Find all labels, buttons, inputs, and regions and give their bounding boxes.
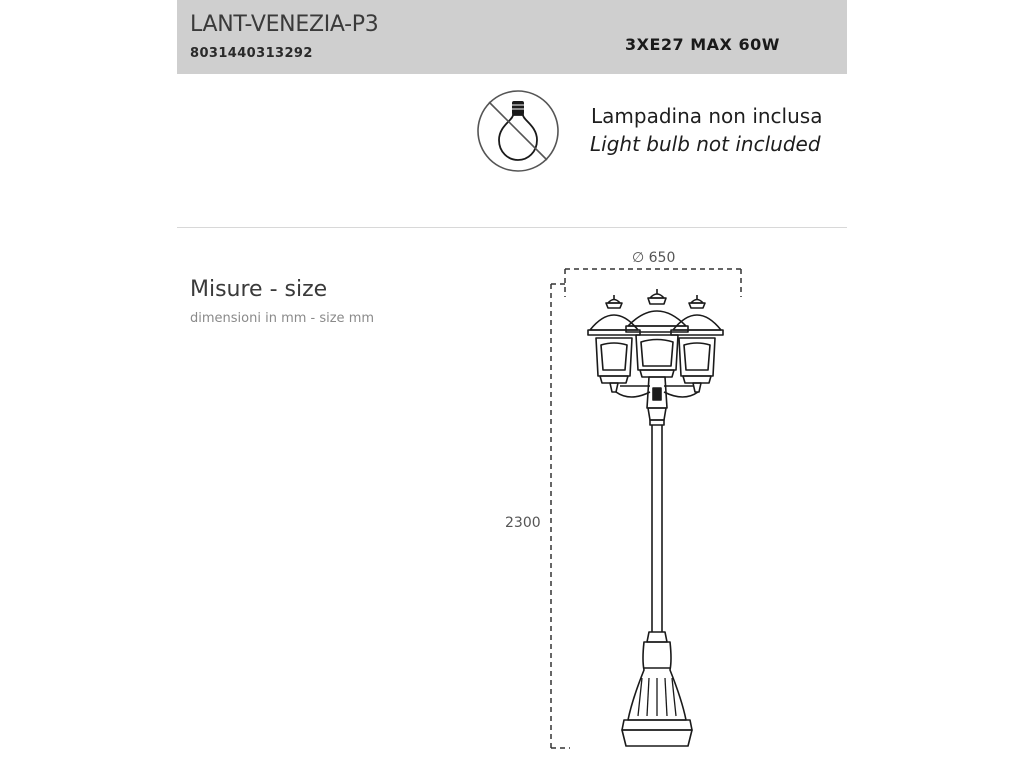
product-model: LANT-VENEZIA-P3: [190, 12, 379, 37]
hub-detail: [653, 388, 661, 400]
lamp-illustration: [588, 289, 723, 746]
section-divider: [177, 227, 847, 228]
base-plate: [622, 730, 692, 746]
bulb-notice-english: Light bulb not included: [590, 132, 821, 156]
height-label: 2300: [505, 515, 541, 531]
size-title: Misure - size: [190, 277, 328, 302]
no-bulb-icon: [475, 88, 561, 174]
pole-collar: [647, 632, 667, 642]
product-ean: 8031440313292: [190, 46, 313, 61]
bulb-notice-italian: Lampadina non inclusa: [591, 104, 823, 128]
left-lantern: [588, 295, 640, 392]
right-lantern: [671, 295, 723, 392]
size-subtitle: dimensioni in mm - size mm: [190, 311, 375, 326]
center-lantern: [626, 289, 688, 377]
product-spec: 3XE27 MAX 60W: [625, 35, 780, 54]
diameter-label: ∅ 650: [632, 250, 676, 266]
base-flutes: [638, 678, 676, 716]
lamp-dimension-drawing: [490, 240, 770, 760]
header-bar: [177, 0, 847, 74]
hub-collar: [648, 408, 666, 420]
diameter-dimension-line: [565, 269, 741, 297]
height-dimension-line: [551, 284, 570, 748]
base-foot: [622, 720, 692, 730]
lamp-pole: [650, 420, 664, 425]
